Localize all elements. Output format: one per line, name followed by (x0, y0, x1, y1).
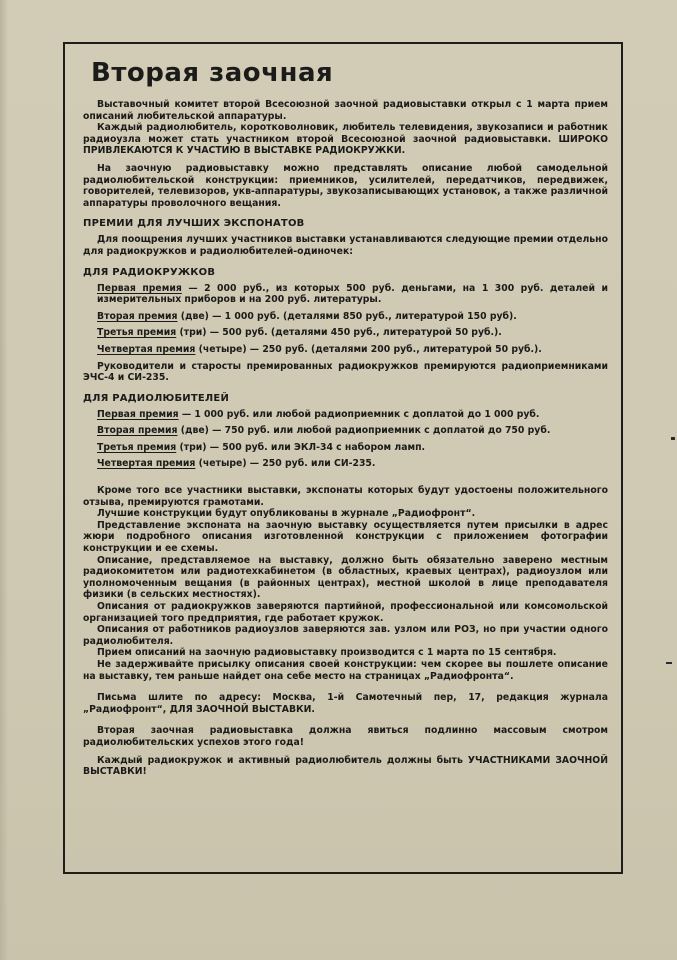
rules-paragraph: Описания от работников радиоузлов заверяются зав. узлом или РОЗ, но при участии одного радиолюбителя. (83, 624, 608, 647)
prize-label: Вторая премия (97, 310, 178, 322)
intro-paragraph: Каждый радиолюбитель, коротковолновик, любитель телевидения, звукозаписи и работник радиоузла может стать участником второй Всесоюзной заочной радиовыставки. ШИРОКО ПРИВЛЕКАЮТСЯ К УЧАСТИЮ В ВЫСТАВКЕ РАДИОКРУЖКИ. (83, 122, 608, 157)
rules-paragraph: Кроме того все участники выставки, экспонаты которых будут удостоены положительного отзыва, премируются грамотами. (83, 485, 608, 508)
prize-text: (три) — 500 руб. или ЭКЛ-34 с набором ламп. (176, 441, 426, 453)
prize-item (83, 344, 608, 356)
prize-item (83, 327, 608, 339)
prize-item (83, 283, 608, 306)
page-edge-mark (666, 662, 672, 664)
rules-paragraph: Представление экспоната на заочную выставку осуществляется путем присылки в адрес жюри подробного описания изготовленной конструкции с приложением фотографии конструкции и ее схемы. (83, 519, 608, 555)
rules-paragraph: Лучшие конструкции будут опубликованы в журнале „Радиофронт“. (97, 508, 476, 520)
amateurs-section (83, 393, 608, 470)
prize-text: (три) — 500 руб. (деталями 450 руб., литературой 50 руб.). (176, 327, 502, 339)
prize-label: Третья премия (97, 327, 177, 339)
prize-label: Первая премия (97, 282, 182, 294)
announcement-frame (63, 42, 623, 874)
prize-label: Первая премия (97, 408, 179, 420)
announcement-title: Вторая заочная (91, 58, 334, 88)
rules-paragraph: Не задерживайте присылку описания своей конструкции: чем скорее вы пошлете описание на выставку, тем раньше найдет она себе место на страницах „Радиофронта“. (83, 658, 608, 682)
prize-item (83, 311, 608, 323)
prize-text: (четыре) — 250 руб. (деталями 200 руб., литературой 50 руб.). (195, 343, 542, 355)
page-edge-mark (671, 437, 675, 440)
address-paragraph: Письма шлите по адресу: Москва, 1-й Самотечный пер, 17, редакция журнала „Радиофронт“, ДЛЯ ЗАОЧНОЙ ВЫСТАВКИ. (83, 692, 608, 715)
prizes-heading: ПРЕМИИ ДЛЯ ЛУЧШИХ ЭКСПОНАТОВ (83, 218, 305, 230)
closing-paragraph: Вторая заочная радиовыставка должна явиться подлинно массовым смотром радиолюбительских успехов этого года! (83, 725, 608, 748)
prize-item (83, 442, 608, 454)
prizes-intro: Для поощрения лучших участников выставки устанавливаются следующие премии отдельно для радиокружков и радиолюбителей-одиночек: (83, 234, 608, 257)
prize-item (83, 409, 608, 421)
circles-heading: ДЛЯ РАДИОКРУЖКОВ (83, 266, 216, 278)
prize-text: — 2 000 руб., из которых 500 руб. деньгами, на 1 300 руб. деталей и измерительных приборов и на 200 руб. литературы. (97, 282, 608, 306)
prize-text: (две) — 1 000 руб. (деталями 850 руб., литературой 150 руб). (177, 310, 517, 322)
rules-paragraph: Описания от радиокружков заверяются партийной, профессиональной или комсомольской организацией того предприятия, где работает кружок. (83, 601, 608, 624)
prize-text: — 1 000 руб. или любой радиоприемник с доплатой до 1 000 руб. (178, 408, 540, 420)
prize-text: (четыре) — 250 руб. или СИ-235. (195, 458, 376, 470)
prize-label: Вторая премия (97, 425, 178, 437)
prize-text: (две) — 750 руб. или любой радиоприемник с доплатой до 750 руб. (177, 425, 551, 437)
prize-item (83, 425, 608, 437)
circles-note: Руководители и старосты премированных радиокружков премируются радиоприемниками ЭЧС-4 и СИ-235. (83, 360, 608, 384)
circles-section (83, 267, 608, 384)
closing-paragraph: Каждый радиокружок и активный радиолюбитель должны быть УЧАСТНИКАМИ ЗАОЧНОЙ ВЫСТАВКИ! (83, 754, 608, 778)
prize-label: Четвертая премия (97, 343, 196, 355)
rules-section (83, 485, 608, 682)
amateurs-heading: ДЛЯ РАДИОЛЮБИТЕЛЕЙ (83, 392, 230, 404)
prize-label: Третья премия (97, 441, 177, 453)
intro-paragraph: Выставочный комитет второй Всесоюзной заочной радиовыставки открыл с 1 марта прием описаний любительской аппаратуры. (83, 99, 608, 122)
intro-paragraph: На заочную радиовыставку можно представлять описание любой самодельной радиолюбительской конструкции: приемников, усилителей, передатчиков, передвижек, говорителей, телевизоров, укв-аппаратуры, звукозаписывающих установок, а также различной аппаратуры проволочного вещания. (83, 162, 608, 209)
page-fold-shadow (0, 0, 8, 960)
prize-item (83, 458, 608, 470)
rules-paragraph: Прием описаний на заочную радиовыставку производится с 1 марта по 15 сентября. (97, 647, 557, 659)
prize-label: Четвертая премия (97, 458, 196, 470)
rules-paragraph: Описание, представляемое на выставку, должно быть обязательно заверено местным радиокомитетом или радиотехкабинетом (в областных, краевых центрах), радиоузлом или уполномоченным вещания (в районных центрах), местной школой в лице преподавателя физики (в сельских местностях). (83, 554, 608, 601)
